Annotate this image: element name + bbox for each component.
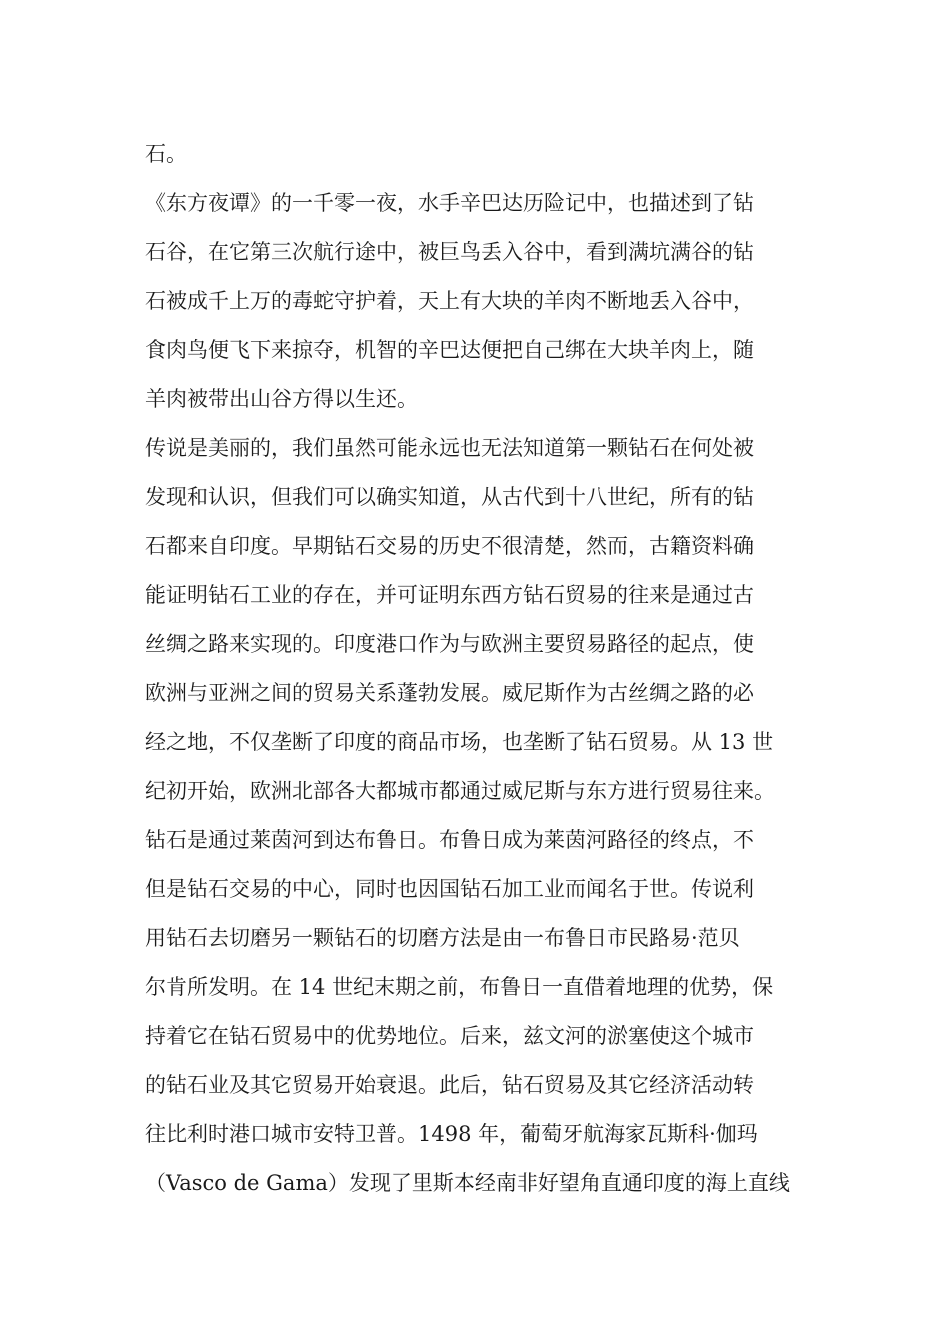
text-line: 羊肉被带出山谷方得以生还。 [145,387,418,411]
text-line: 用钻石去切磨另一颗钻石的切磨方法是由一布鲁日市民路易·范贝 [145,926,740,950]
text-line: 持着它在钻石贸易中的优势地位。后来，兹文河的淤塞使这个城市 [145,1024,754,1048]
text-line: 石。 [145,142,187,166]
text-line: 传说是美丽的，我们虽然可能永远也无法知道第一颗钻石在何处被 [145,436,754,460]
text-line: 欧洲与亚洲之间的贸易关系蓬勃发展。威尼斯作为古丝绸之路的必 [145,681,754,705]
text-line: 丝绸之路来实现的。印度港口作为与欧洲主要贸易路径的起点，使 [145,632,754,656]
text-line: 石都来自印度。早期钻石交易的历史不很清楚，然而，古籍资料确 [145,534,754,558]
text-line: 经之地，不仅垄断了印度的商品市场，也垄断了钻石贸易。从 13 世 [145,730,774,754]
text-line: 但是钻石交易的中心，同时也因国钻石加工业而闻名于世。传说利 [145,877,754,901]
text-line: 《东方夜谭》的一千零一夜，水手辛巴达历险记中，也描述到了钻 [145,191,754,215]
body-text [145,130,815,1208]
text-line: 纪初开始，欧洲北部各大都城市都通过威尼斯与东方进行贸易往来。 [145,779,775,803]
text-line: 食肉鸟便飞下来掠夺，机智的辛巴达便把自己绑在大块羊肉上，随 [145,338,754,362]
text-line: 的钻石业及其它贸易开始衰退。此后，钻石贸易及其它经济活动转 [145,1073,754,1097]
text-line: 石谷，在它第三次航行途中，被巨鸟丢入谷中，看到满坑满谷的钻 [145,240,754,264]
text-line: 能证明钻石工业的存在，并可证明东西方钻石贸易的往来是通过古 [145,583,754,607]
text-line: 尔肯所发明。在 14 世纪末期之前，布鲁日一直借着地理的优势，保 [145,975,774,999]
text-line: 往比利时港口城市安特卫普。1498 年，葡萄牙航海家瓦斯科·伽玛 [145,1122,758,1146]
text-line: 钻石是通过莱茵河到达布鲁日。布鲁日成为莱茵河路径的终点，不 [145,828,754,852]
text-line: 发现和认识，但我们可以确实知道，从古代到十八世纪，所有的钻 [145,485,754,509]
text-line: 石被成千上万的毒蛇守护着，天上有大块的羊肉不断地丢入谷中， [145,289,754,313]
text-line: （Vasco de Gama）发现了里斯本经南非好望角直通印度的海上直线 [145,1171,790,1195]
